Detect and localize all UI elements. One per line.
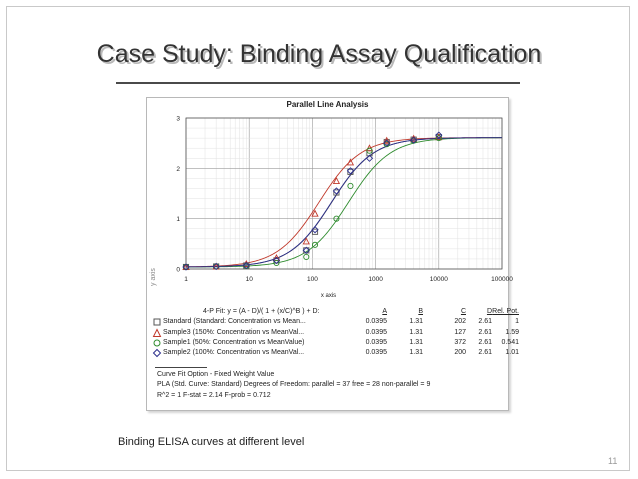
- y-tick-label: 1: [176, 216, 180, 224]
- series-name: Sample3 (150%: Concentration vs MeanVal...: [163, 328, 305, 336]
- fit-curve: [186, 138, 502, 267]
- param-a: 0.0395: [365, 318, 387, 326]
- header-d: D: [486, 308, 492, 315]
- y-axis-label: y axis: [150, 268, 157, 286]
- rel-pot: 1.01: [505, 349, 519, 357]
- x-tick-label: 10: [245, 276, 253, 283]
- plot-frame: [186, 118, 502, 269]
- chart-panel: [146, 97, 519, 411]
- param-b: 1.31: [409, 349, 423, 357]
- data-point-square: [312, 229, 317, 234]
- legend-row-sample1: [151, 338, 519, 349]
- param-d: 2.61: [478, 318, 492, 326]
- param-d: 2.61: [478, 349, 492, 357]
- param-a: 0.0395: [365, 349, 387, 357]
- fit-formula: 4-P Fit: y = (A - D)/( 1 + (x/C)^B ) + D:: [203, 308, 320, 315]
- param-c: 127: [454, 328, 466, 336]
- fit-note-line: R^2 = 1 F-stat = 2.14 F-prob = 0.712: [157, 391, 271, 399]
- fit-curve: [186, 138, 502, 267]
- slide-number: 11: [608, 456, 618, 466]
- header-c: C: [460, 308, 466, 315]
- triangle-marker-icon: [153, 329, 162, 339]
- title-underline: [116, 82, 520, 84]
- slide-title: Case Study: Binding Assay Qualification: [96, 40, 542, 68]
- param-c: 372: [454, 338, 466, 346]
- param-b: 1.31: [409, 328, 423, 336]
- chart-title: Parallel Line Analysis: [286, 100, 369, 109]
- series-name: Sample2 (100%: Concentration vs MeanVal...: [163, 349, 305, 357]
- x-axis-label: x axis: [320, 293, 337, 299]
- legend-row-sample2: [151, 349, 519, 359]
- fit-note-line: PLA (Std. Curve: Standard) Degrees of Freedom: parallel = 37 free = 28 non-parallel = 9: [157, 381, 431, 389]
- slide-caption: Binding ELISA curves at different level: [118, 436, 305, 448]
- fit-notes-rule: [155, 367, 207, 368]
- legend-row-standard: [151, 318, 519, 328]
- rel-pot: 1: [515, 318, 519, 326]
- diamond-marker-icon: [153, 349, 162, 359]
- plot-area: [147, 98, 513, 303]
- y-tick-label: 3: [176, 115, 180, 123]
- x-tick-label: 1000: [368, 276, 383, 283]
- y-tick-label: 2: [176, 165, 180, 173]
- x-tick-label: 10000: [429, 276, 448, 283]
- param-b: 1.31: [409, 318, 423, 326]
- x-tick-label: 1: [184, 276, 188, 283]
- legend-header: [151, 308, 519, 318]
- fit-note-line: Curve Fit Option - Fixed Weight Value: [157, 371, 275, 378]
- param-c: 200: [454, 349, 466, 357]
- legend-row-sample3: [151, 328, 519, 339]
- data-point-triangle: [334, 178, 340, 184]
- series-name: Sample1 (50%: Concentration vs MeanValue): [163, 338, 305, 346]
- fit-notes: [157, 370, 505, 401]
- x-tick-label: 100000: [491, 276, 513, 283]
- param-d: 2.61: [478, 338, 492, 346]
- rel-pot: 0.541: [501, 338, 519, 346]
- x-tick-label: 100: [306, 276, 318, 283]
- param-c: 202: [454, 318, 466, 326]
- series-name: Standard (Standard: Concentration vs Mean...: [163, 318, 306, 326]
- header-a: A: [382, 308, 387, 315]
- header-b: B: [418, 308, 423, 315]
- circle-marker-icon: [153, 339, 162, 349]
- param-d: 2.61: [478, 328, 492, 336]
- param-b: 1.31: [409, 338, 423, 346]
- fit-curve: [186, 138, 502, 267]
- legend: [151, 308, 519, 359]
- square-marker-icon: [153, 318, 162, 328]
- param-a: 0.0395: [365, 338, 387, 346]
- param-a: 0.0395: [365, 328, 387, 336]
- fit-curve: [186, 138, 502, 267]
- rel-pot: 1.59: [505, 328, 519, 336]
- y-tick-label: 0: [176, 266, 180, 274]
- header-rel-pot: Rel. Pot.: [492, 308, 519, 315]
